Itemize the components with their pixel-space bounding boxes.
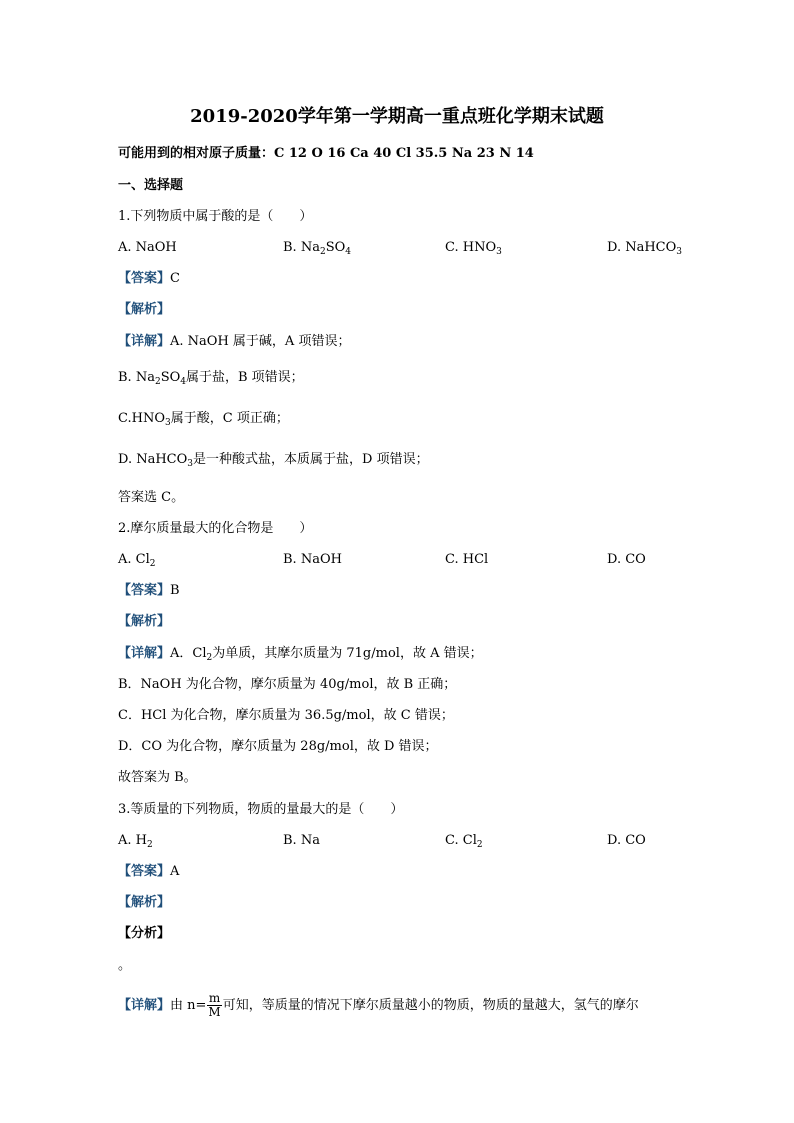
q1-stem: 1.下列物质中属于酸的是（ ） <box>118 209 313 224</box>
q2-conclusion: 故答案为 B。 <box>118 770 197 785</box>
q1-conclusion: 答案选 C。 <box>118 490 185 505</box>
q3-option-d: D. CO <box>607 833 646 848</box>
q2-detail-a: 【详解】A．$Cl_2$为单质，其摩尔质量为 71g/mol，故 A 错误； <box>118 646 483 663</box>
q3-option-c: C. $Cl_2$ <box>445 833 483 850</box>
q3-option-a: A. $H_2$ <box>118 833 153 850</box>
q1-detail-a: 【详解】A. NaOH 属于碱，A 项错误； <box>118 334 351 349</box>
q1-detail-d: D. NaHCO$_3$是一种酸式盐，本质属于盐，D 项错误； <box>118 452 429 469</box>
q1-analysis-tag: 【解析】 <box>118 302 171 317</box>
q1-option-d: D. NaHCO$_3$ <box>607 240 683 257</box>
molar-fraction: $\frac{m}{M}$ <box>208 991 221 1019</box>
atomic-masses: 可能用到的相对原子质量：C 12 O 16 Ca 40 Cl 35.5 Na 23 N 14 <box>118 146 534 161</box>
q3-period: 。 <box>118 958 132 973</box>
q2-answer: 【答案】B <box>118 583 180 598</box>
q1-detail-c: $C.HNO_3$属于酸，C 项正确； <box>118 411 289 428</box>
q3-answer: 【答案】A <box>118 864 180 879</box>
q2-analysis-tag: 【解析】 <box>118 614 171 629</box>
q2-detail-c: C．HCl 为化合物，摩尔质量为 36.5g/mol，故 C 错误； <box>118 708 454 723</box>
q1-option-a: A. NaOH <box>118 240 177 255</box>
q2-option-a: A. $Cl_2$ <box>118 552 156 569</box>
q3-analysis-tag: 【解析】 <box>118 895 171 910</box>
q2-detail-d: D．CO 为化合物，摩尔质量为 28g/mol，故 D 错误； <box>118 739 438 754</box>
q1-detail-b: B. $Na_2SO_4$属于盐，B 项错误； <box>118 370 304 387</box>
q3-option-b: B. Na <box>283 833 320 848</box>
page-title: 2019-2020学年第一学期高一重点班化学期末试题 <box>190 106 604 127</box>
section-heading: 一、选择题 <box>118 178 184 193</box>
q2-option-c: C. HCl <box>445 552 489 567</box>
q3-analysis-subtag: 【分析】 <box>118 926 171 941</box>
q2-detail-b: B．NaOH 为化合物，摩尔质量为 40g/mol，故 B 正确； <box>118 677 457 692</box>
q1-answer: 【答案】C <box>118 271 180 286</box>
q3-stem: 3.等质量的下列物质，物质的量最大的是（ ） <box>118 802 404 817</box>
q2-option-d: D. CO <box>607 552 646 567</box>
q3-detail: 【详解】由 n= $\frac{m}{M}$ 可知，等质量的情况下摩尔质量越小的物质，物质的量越大，氢气的摩尔 <box>118 991 639 1019</box>
q2-stem: 2.摩尔质量最大的化合物是 ） <box>118 521 313 536</box>
q1-option-c: C. $HNO_3$ <box>445 240 502 257</box>
q2-option-b: B. NaOH <box>283 552 342 567</box>
q1-option-b: B. $Na_2SO_4$ <box>283 240 351 257</box>
